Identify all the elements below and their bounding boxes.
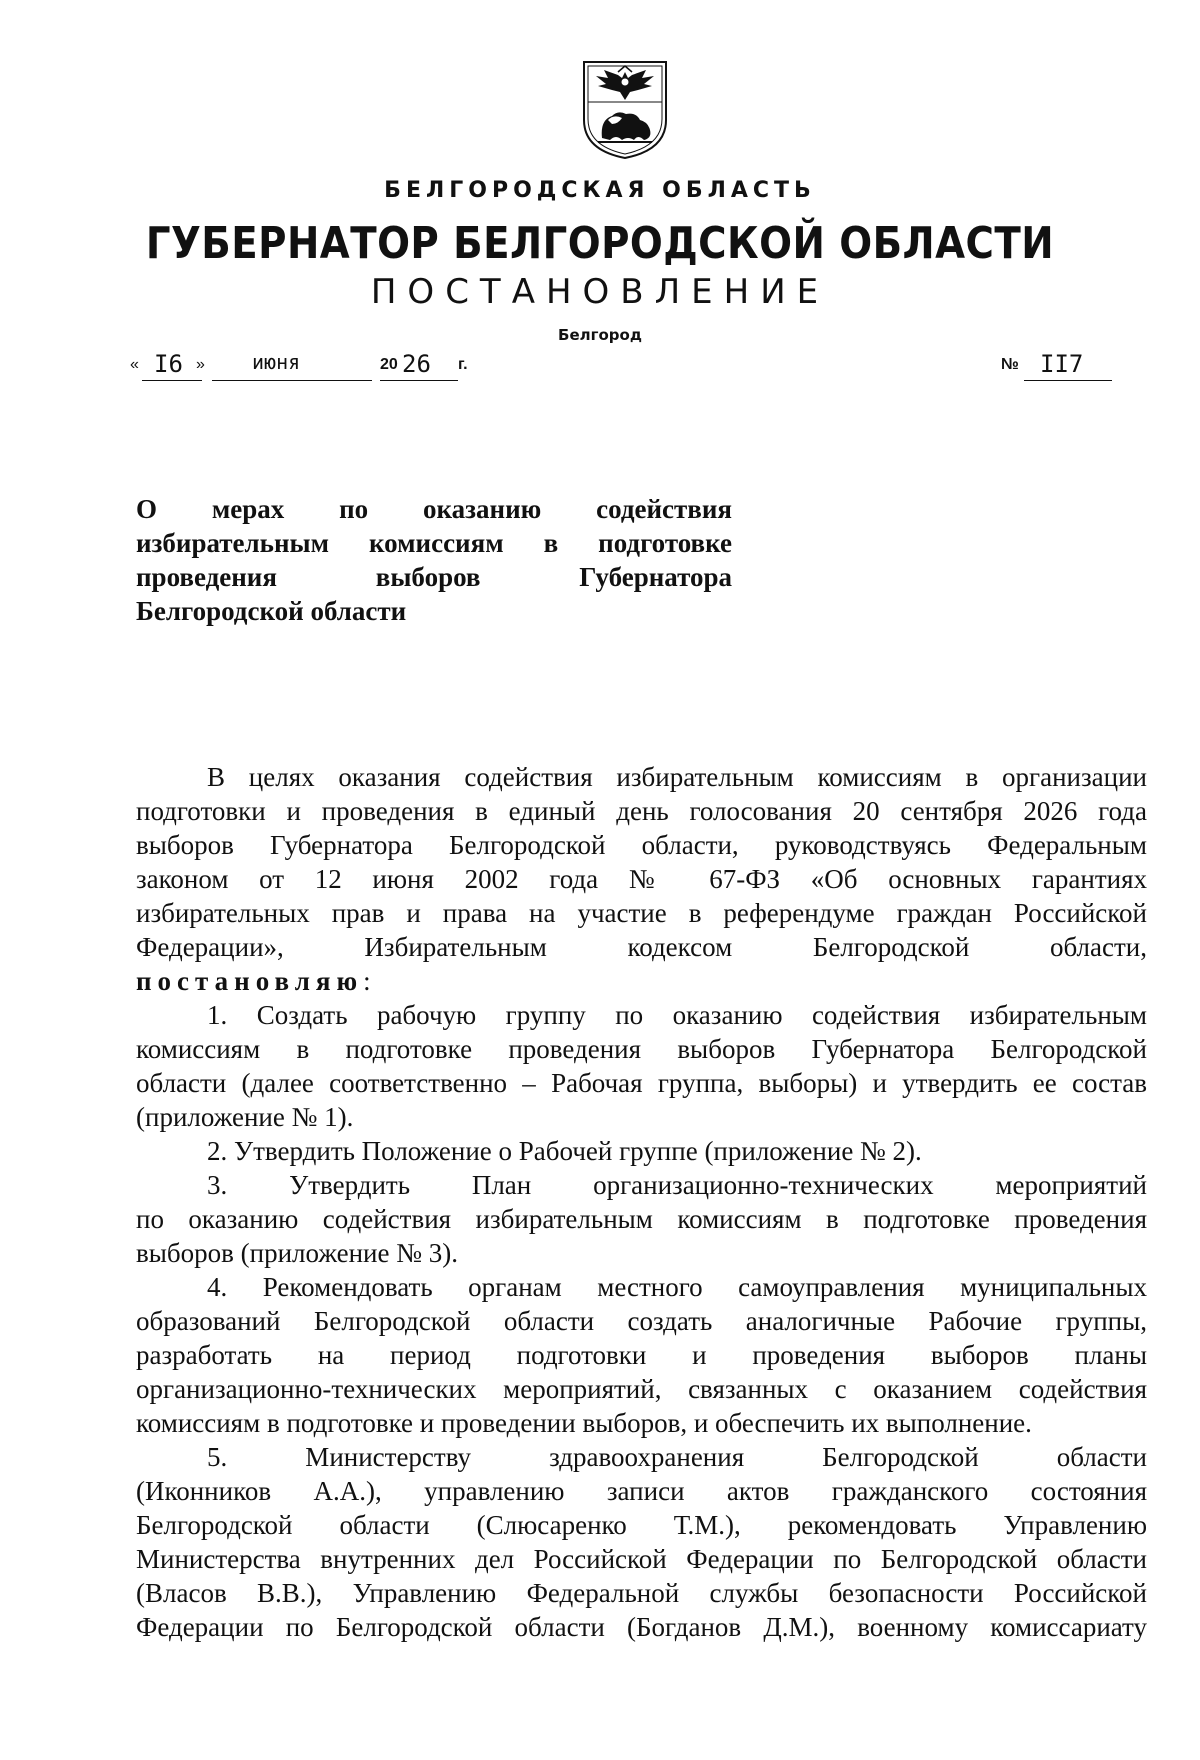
body-line: 2. Утвердить Положение о Рабочей группе (приложение № 2).	[207, 1136, 922, 1166]
document-body	[136, 760, 1147, 1644]
number-underline	[1024, 380, 1112, 381]
paragraph-preamble	[136, 760, 1147, 998]
document-title	[136, 492, 732, 628]
body-line: Федерации по Белгородской области (Богданов Д.М.), военному комиссариату	[136, 1612, 1147, 1642]
body-line: избирательных прав и права на участие в референдуме граждан Российской	[136, 898, 1147, 928]
title-line: Белгородской области	[136, 596, 407, 626]
body-line: комиссиям в подготовке проведения выборов Губернатора Белгородской	[136, 1034, 1147, 1064]
paragraph-item-1	[136, 998, 1147, 1134]
body-line: Белгородской области (Слюсаренко Т.М.), рекомендовать Управлению	[136, 1510, 1147, 1540]
body-line: выборов (приложение № 3).	[136, 1238, 458, 1268]
body-line: Федерации», Избирательным кодексом Белгородской области,	[136, 932, 1147, 962]
body-line: 1. Создать рабочую группу по оказанию содействия избирательным	[207, 1000, 1147, 1030]
resolve-line: постановляю:	[136, 966, 371, 996]
document-number: II7	[1040, 350, 1084, 378]
date-month: июня	[252, 350, 301, 374]
month-underline	[212, 380, 372, 381]
title-line: проведения выборов Губернатора	[136, 562, 732, 592]
date-close-quote: »	[196, 356, 205, 373]
body-line: (Власов В.В.), Управлению Федеральной службы безопасности Российской	[136, 1578, 1147, 1608]
body-line: разработать на период подготовки и проведения выборов планы	[136, 1340, 1147, 1370]
paragraph-item-2	[136, 1134, 1147, 1168]
paragraph-item-5	[136, 1440, 1147, 1644]
governor-heading: ГУБЕРНАТОР БЕЛГОРОДСКОЙ ОБЛАСТИ	[145, 218, 1055, 269]
body-line: законом от 12 июня 2002 года № 67-ФЗ «Об основных гарантиях	[136, 864, 1147, 894]
body-line: 4. Рекомендовать органам местного самоуправления муниципальных	[207, 1272, 1147, 1302]
date-year-prefix: 20	[380, 356, 398, 373]
title-line: О мерах по оказанию содействия	[136, 494, 733, 524]
paragraph-item-3	[136, 1168, 1147, 1270]
body-line: выборов Губернатора Белгородской области, руководствуясь Федеральным	[136, 830, 1147, 860]
body-line: 3. Утвердить План организационно-технических мероприятий	[207, 1170, 1147, 1200]
date-year-suffix: 26	[402, 350, 431, 378]
body-line: подготовки и проведения в единый день голосования 20 сентября 2026 года	[136, 796, 1147, 826]
document-type-heading: ПОСТАНОВЛЕНИЕ	[370, 272, 830, 312]
day-underline	[142, 380, 202, 381]
title-line: избирательным комиссиям в подготовке	[136, 528, 733, 558]
body-line: по оказанию содействия избирательным комиссиям в подготовке проведения	[136, 1204, 1147, 1234]
body-line: 5. Министерству здравоохранения Белгородской области	[207, 1442, 1147, 1472]
coat-of-arms-emblem	[578, 58, 672, 162]
city-label: Белгород	[558, 326, 642, 344]
body-line: образований Белгородской области создать аналогичные Рабочие группы,	[136, 1306, 1147, 1336]
date-day: I6	[154, 350, 183, 378]
body-line: В целях оказания содействия избирательным комиссиям в организации	[207, 762, 1147, 792]
region-heading: БЕЛГОРОДСКАЯ ОБЛАСТЬ	[384, 178, 816, 203]
body-line: (приложение № 1).	[136, 1102, 354, 1132]
resolve-word: постановляю	[136, 966, 364, 996]
paragraph-item-4	[136, 1270, 1147, 1440]
body-line: области (далее соответственно – Рабочая группа, выборы) и утвердить ее состав	[136, 1068, 1147, 1098]
body-line: комиссиям в подготовке и проведении выборов, и обеспечить их выполнение.	[136, 1408, 1032, 1438]
body-line: организационно-технических мероприятий, связанных с оказанием содействия	[136, 1374, 1147, 1404]
date-open-quote: «	[130, 356, 139, 373]
body-line: Министерства внутренних дел Российской Федерации по Белгородской области	[136, 1544, 1147, 1574]
date-year-abbr: г.	[458, 356, 468, 373]
number-label: №	[1001, 356, 1019, 373]
year-underline	[380, 380, 458, 381]
body-line: (Иконников А.А.), управлению записи актов гражданского состояния	[136, 1476, 1147, 1506]
